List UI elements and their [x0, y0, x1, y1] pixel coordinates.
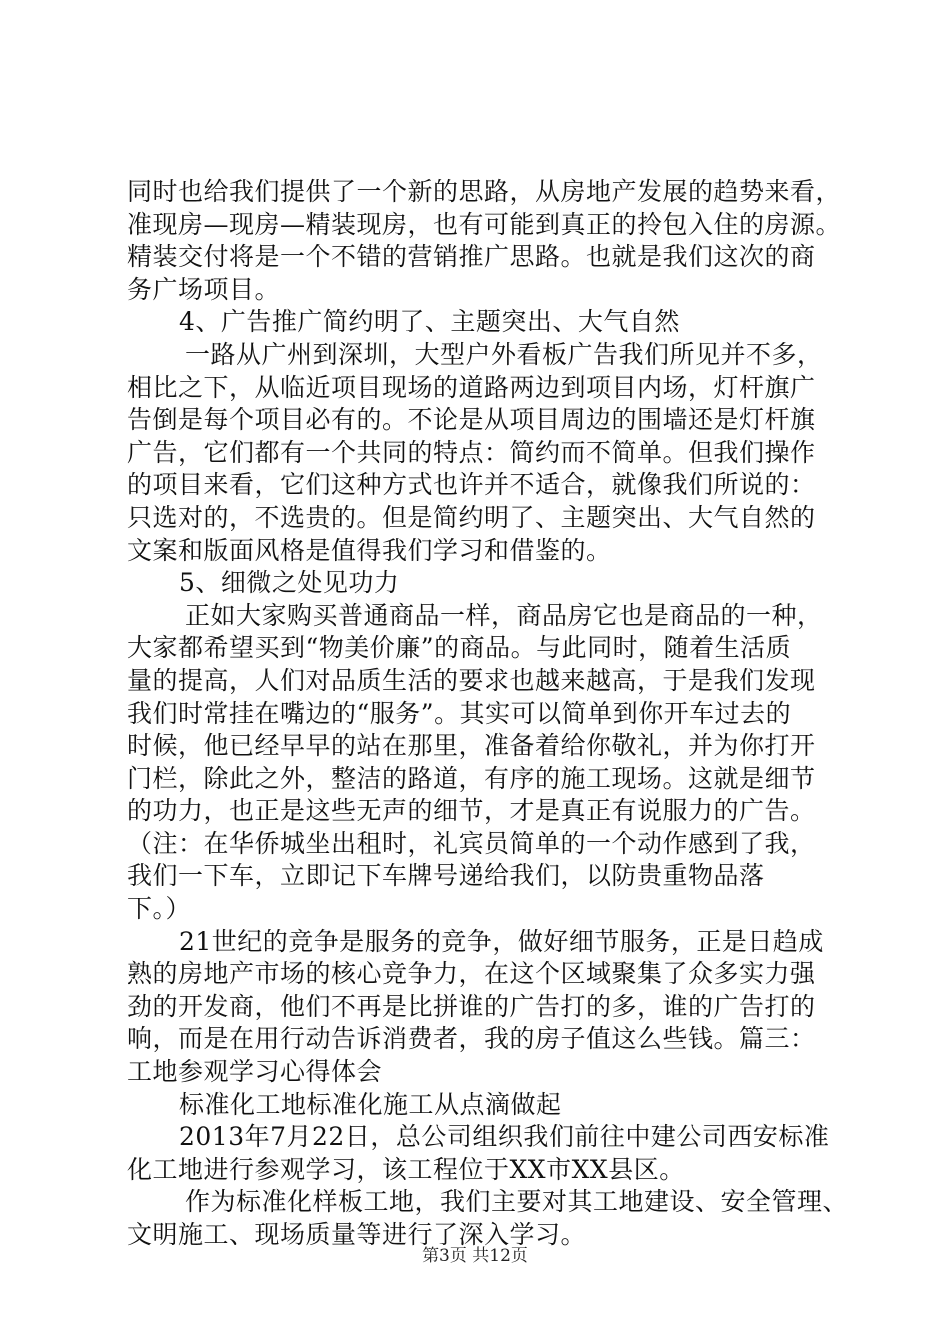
- text-line: 精装交付将是一个不错的营销推广思路。也就是我们这次的商: [127, 242, 816, 272]
- page-number-footer: 第3页 共12页: [422, 1246, 528, 1266]
- section-heading: 4、广告推广简约明了、主题突出、大气自然: [179, 307, 680, 337]
- text-line: 门栏，除此之外，整洁的路道，有序的施工现场。这就是细节: [127, 763, 816, 793]
- text-line: 下。）: [127, 894, 192, 924]
- text-line: 只选对的，不选贵的。但是简约明了、主题突出、大气自然的: [127, 502, 816, 532]
- text-line: 时候，他已经早早的站在那里，准备着给你敬礼，并为你打开: [127, 731, 816, 761]
- text-line: 相比之下，从临近项目现场的道路两边到项目内场，灯杆旗广: [127, 372, 816, 402]
- text-line: 准现房—现房—精装现房，也有可能到真正的拎包入住的房源。: [127, 209, 842, 239]
- text-line: 量的提高，人们对品质生活的要求也越来越高，于是我们发现: [127, 665, 816, 695]
- text-line: 化工地进行参观学习，该工程位于XX市XX县区。: [127, 1154, 685, 1184]
- text-line: 熟的房地产市场的核心竞争力，在这个区域聚集了众多实力强: [127, 959, 816, 989]
- section-heading: 标准化工地标准化施工从点滴做起: [179, 1089, 562, 1119]
- text-line: 一路从广州到深圳，大型户外看板广告我们所见并不多，: [185, 339, 823, 369]
- text-line: 21世纪的竞争是服务的竞争，做好细节服务，正是日趋成: [179, 926, 824, 956]
- text-line: 我们时常挂在嘴边的“服务”。其实可以简单到你开车过去的: [127, 698, 792, 728]
- text-line: 响，而是在用行动告诉消费者，我的房子值这么些钱。篇三：: [127, 1024, 816, 1054]
- text-line: 的功力，也正是这些无声的细节，才是真正有说服力的广告。: [127, 796, 816, 826]
- text-line: 广告，它们都有一个共同的特点：简约而不简单。但我们操作: [127, 437, 816, 467]
- text-line: （注：在华侨城坐出租时，礼宾员简单的一个动作感到了我，: [127, 828, 816, 858]
- text-line: 工地参观学习心得体会: [127, 1057, 383, 1087]
- text-line: 劲的开发商，他们不再是比拼谁的广告打的多，谁的广告打的: [127, 991, 816, 1021]
- text-line: 大家都希望买到“物美价廉”的商品。与此同时，随着生活质: [127, 633, 792, 663]
- section-heading: 5、细微之处见功力: [179, 568, 400, 598]
- text-line: 的项目来看，它们这种方式也许并不适合，就像我们所说的：: [127, 470, 816, 500]
- text-line: 2013年7月22日，总公司组织我们前往中建公司西安标准: [179, 1122, 830, 1152]
- body-text: [127, 176, 849, 1252]
- text-line: 同时也给我们提供了一个新的思路，从房地产发展的趋势来看，: [127, 177, 842, 206]
- text-line: 作为标准化样板工地，我们主要对其工地建设、安全管理、: [185, 1187, 849, 1217]
- text-line: 正如大家购买普通商品一样，商品房它也是商品的一种，: [185, 600, 823, 630]
- text-line: 我们一下车，立即记下车牌号递给我们，以防贵重物品落: [127, 861, 765, 891]
- text-line: 务广场项目。: [127, 274, 281, 304]
- text-line: 告倒是每个项目必有的。不论是从项目周边的围墙还是灯杆旗: [127, 405, 816, 435]
- text-line: 文明施工、现场质量等进行了深入学习。: [127, 1220, 587, 1249]
- text-line: 文案和版面风格是值得我们学习和借鉴的。: [127, 535, 612, 565]
